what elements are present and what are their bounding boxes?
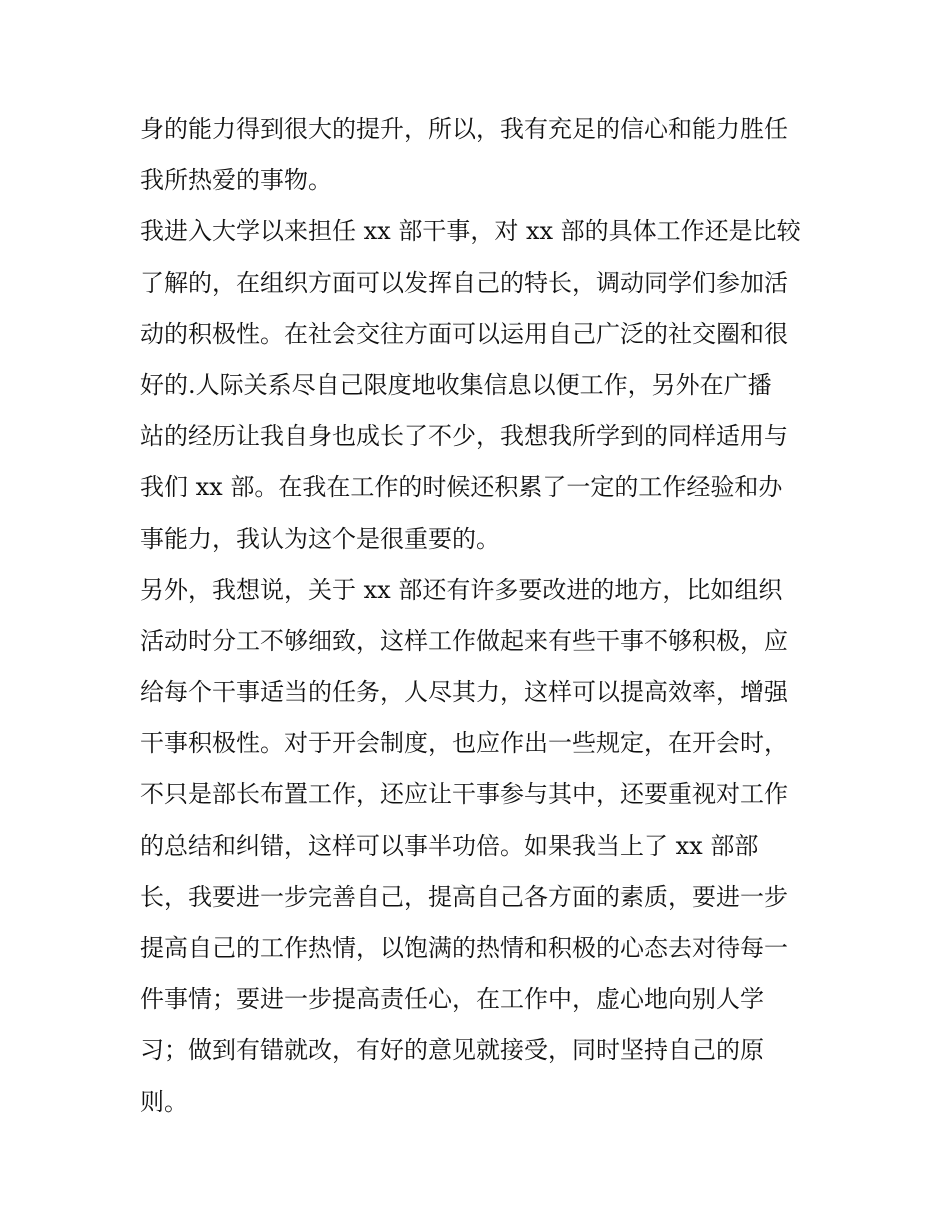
text-line: 了解的，在组织方面可以发挥自己的特长，调动同学们参加活 <box>140 268 788 297</box>
text-line: 习；做到有错就改，有好的意见就接受，同时坚持自己的原 <box>140 1036 764 1065</box>
text-line: 我所热爱的事物。 <box>140 166 332 195</box>
text-line: 动的积极性。在社会交往方面可以运用自己广泛的社交圈和很 <box>140 319 788 348</box>
text-line: 我们 xx 部。在我在工作的时候还积累了一定的工作经验和办 <box>140 473 783 502</box>
text-line: 站的经历让我自身也成长了不少，我想我所学到的同样适用与 <box>140 422 788 451</box>
text-line: 另外，我想说，关于 xx 部还有许多要改进的地方，比如组织 <box>140 575 783 604</box>
text-line: 干事积极性。对于开会制度，也应作出一些规定，在开会时， <box>140 729 788 758</box>
document-body <box>140 104 820 1128</box>
text-line: 我进入大学以来担任 xx 部干事，对 xx 部的具体工作还是比较 <box>140 217 801 246</box>
text-line: 则。 <box>140 1087 188 1116</box>
text-line: 事能力，我认为这个是很重要的。 <box>140 524 500 553</box>
text-line: 长，我要进一步完善自己，提高自己各方面的素质，要进一步 <box>140 882 788 911</box>
text-line: 提高自己的工作热情，以饱满的热情和积极的心态去对待每一 <box>140 934 788 962</box>
text-line: 活动时分工不够细致，这样工作做起来有些干事不够积极，应 <box>140 626 788 655</box>
text-line: 好的.人际关系尽自己限度地收集信息以便工作，另外在广播 <box>140 370 772 399</box>
text-line: 的总结和纠错，这样可以事半功倍。如果我当上了 xx 部部 <box>140 831 759 860</box>
text-line: 件事情；要进一步提高责任心，在工作中，虚心地向别人学 <box>140 985 764 1014</box>
text-line: 身的能力得到很大的提升，所以，我有充足的信心和能力胜任 <box>140 115 788 143</box>
text-line: 不只是部长布置工作，还应让干事参与其中，还要重视对工作 <box>140 780 788 809</box>
text-line: 给每个干事适当的任务，人尽其力，这样可以提高效率，增强 <box>140 678 788 707</box>
